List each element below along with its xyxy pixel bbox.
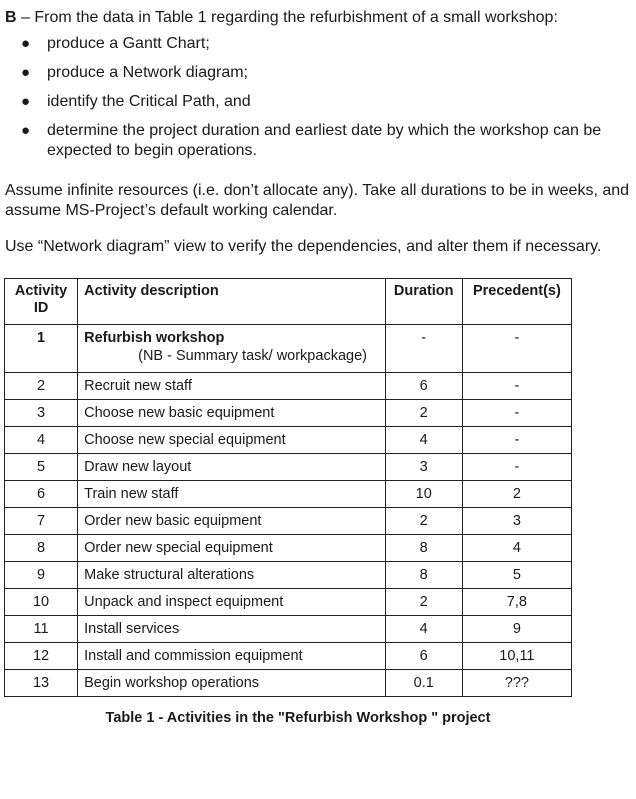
cell-duration: 4 bbox=[385, 427, 462, 454]
bullet-icon: ● bbox=[21, 35, 31, 52]
table-row bbox=[5, 373, 572, 400]
header-duration: Duration bbox=[385, 279, 462, 325]
cell-duration: 4 bbox=[385, 616, 462, 643]
cell-id: 6 bbox=[5, 481, 78, 508]
cell-precedents: 10,11 bbox=[462, 643, 571, 670]
cell-description: Order new basic equipment bbox=[78, 508, 386, 535]
cell-id: 5 bbox=[5, 454, 78, 481]
bullet-icon: ● bbox=[21, 93, 31, 110]
cell-duration: 10 bbox=[385, 481, 462, 508]
cell-id: 8 bbox=[5, 535, 78, 562]
cell-precedents: - bbox=[462, 400, 571, 427]
cell-id: 12 bbox=[5, 643, 78, 670]
cell-description: Begin workshop operations bbox=[78, 670, 386, 697]
table-row bbox=[5, 535, 572, 562]
cell-duration: 3 bbox=[385, 454, 462, 481]
table-row bbox=[5, 454, 572, 481]
bullet-icon: ● bbox=[21, 122, 31, 139]
summary-task-note: (NB - Summary task/ workpackage) bbox=[138, 348, 367, 364]
question-label: B bbox=[5, 9, 17, 26]
cell-precedents: - bbox=[462, 427, 571, 454]
question-intro-text: – From the data in Table 1 regarding the refurbishment of a small workshop: bbox=[16, 9, 558, 26]
cell-duration: 2 bbox=[385, 589, 462, 616]
cell-id: 13 bbox=[5, 670, 78, 697]
task-item: ● determine the project duration and earliest date by which the workshop can be expected to begin operations. bbox=[21, 122, 602, 159]
cell-duration: 8 bbox=[385, 535, 462, 562]
table-row bbox=[5, 481, 572, 508]
table-row bbox=[5, 400, 572, 427]
task-item: ● produce a Network diagram; bbox=[21, 64, 248, 81]
task-item: ● produce a Gantt Chart; bbox=[21, 35, 210, 52]
table-row bbox=[5, 670, 572, 697]
cell-description: Choose new basic equipment bbox=[78, 400, 386, 427]
cell-description: Draw new layout bbox=[78, 454, 386, 481]
cell-precedents: 5 bbox=[462, 562, 571, 589]
cell-duration: 8 bbox=[385, 562, 462, 589]
table-row bbox=[5, 427, 572, 454]
header-precedents: Precedent(s) bbox=[462, 279, 571, 325]
cell-duration: 2 bbox=[385, 400, 462, 427]
cell-id: 10 bbox=[5, 589, 78, 616]
task-list bbox=[0, 34, 636, 170]
cell-duration: 6 bbox=[385, 373, 462, 400]
cell-precedents: 9 bbox=[462, 616, 571, 643]
cell-precedents: 3 bbox=[462, 508, 571, 535]
cell-precedents: 7,8 bbox=[462, 589, 571, 616]
cell-id: 7 bbox=[5, 508, 78, 535]
table-row-summary bbox=[5, 325, 572, 373]
task-item: ● identify the Critical Path, and bbox=[21, 93, 251, 110]
cell-duration: - bbox=[385, 325, 462, 373]
cell-description: Recruit new staff bbox=[78, 373, 386, 400]
header-activity-id: Activity ID bbox=[5, 279, 78, 325]
cell-precedents: - bbox=[462, 454, 571, 481]
cell-description: Choose new special equipment bbox=[78, 427, 386, 454]
table-row bbox=[5, 589, 572, 616]
table-row bbox=[5, 562, 572, 589]
cell-description: Make structural alterations bbox=[78, 562, 386, 589]
cell-id: 3 bbox=[5, 400, 78, 427]
activities-table bbox=[4, 278, 572, 697]
cell-description: Install and commission equipment bbox=[78, 643, 386, 670]
question-intro bbox=[5, 8, 558, 28]
table-row bbox=[5, 616, 572, 643]
summary-task-title: Refurbish workshop bbox=[84, 330, 225, 346]
table-row bbox=[5, 643, 572, 670]
table-header-row bbox=[5, 279, 572, 325]
cell-precedents: - bbox=[462, 373, 571, 400]
cell-precedents: 4 bbox=[462, 535, 571, 562]
cell-id: 4 bbox=[5, 427, 78, 454]
cell-description: Train new staff bbox=[78, 481, 386, 508]
bullet-icon: ● bbox=[21, 64, 31, 81]
cell-description: Order new special equipment bbox=[78, 535, 386, 562]
cell-duration: 2 bbox=[385, 508, 462, 535]
table-caption: Table 1 - Activities in the "Refurbish Workshop " project bbox=[105, 710, 491, 726]
cell-id: 11 bbox=[5, 616, 78, 643]
cell-description: Unpack and inspect equipment bbox=[78, 589, 386, 616]
cell-duration: 0.1 bbox=[385, 670, 462, 697]
cell-id: 2 bbox=[5, 373, 78, 400]
cell-duration: 6 bbox=[385, 643, 462, 670]
cell-precedents: ??? bbox=[462, 670, 571, 697]
cell-id: 9 bbox=[5, 562, 78, 589]
cell-precedents: - bbox=[462, 325, 571, 373]
cell-precedents: 2 bbox=[462, 481, 571, 508]
header-activity-description: Activity description bbox=[78, 279, 386, 325]
cell-description: Install services bbox=[78, 616, 386, 643]
cell-id: 1 bbox=[5, 325, 78, 373]
cell-description bbox=[78, 325, 386, 373]
network-diagram-instruction: Use “Network diagram” view to verify the dependencies, and alter them if necessary. bbox=[5, 238, 602, 255]
assumptions-paragraph: Assume infinite resources (i.e. don’t allocate any). Take all durations to be in weeks, and assume MS-Project’s default working calendar. bbox=[5, 182, 630, 219]
table-row bbox=[5, 508, 572, 535]
